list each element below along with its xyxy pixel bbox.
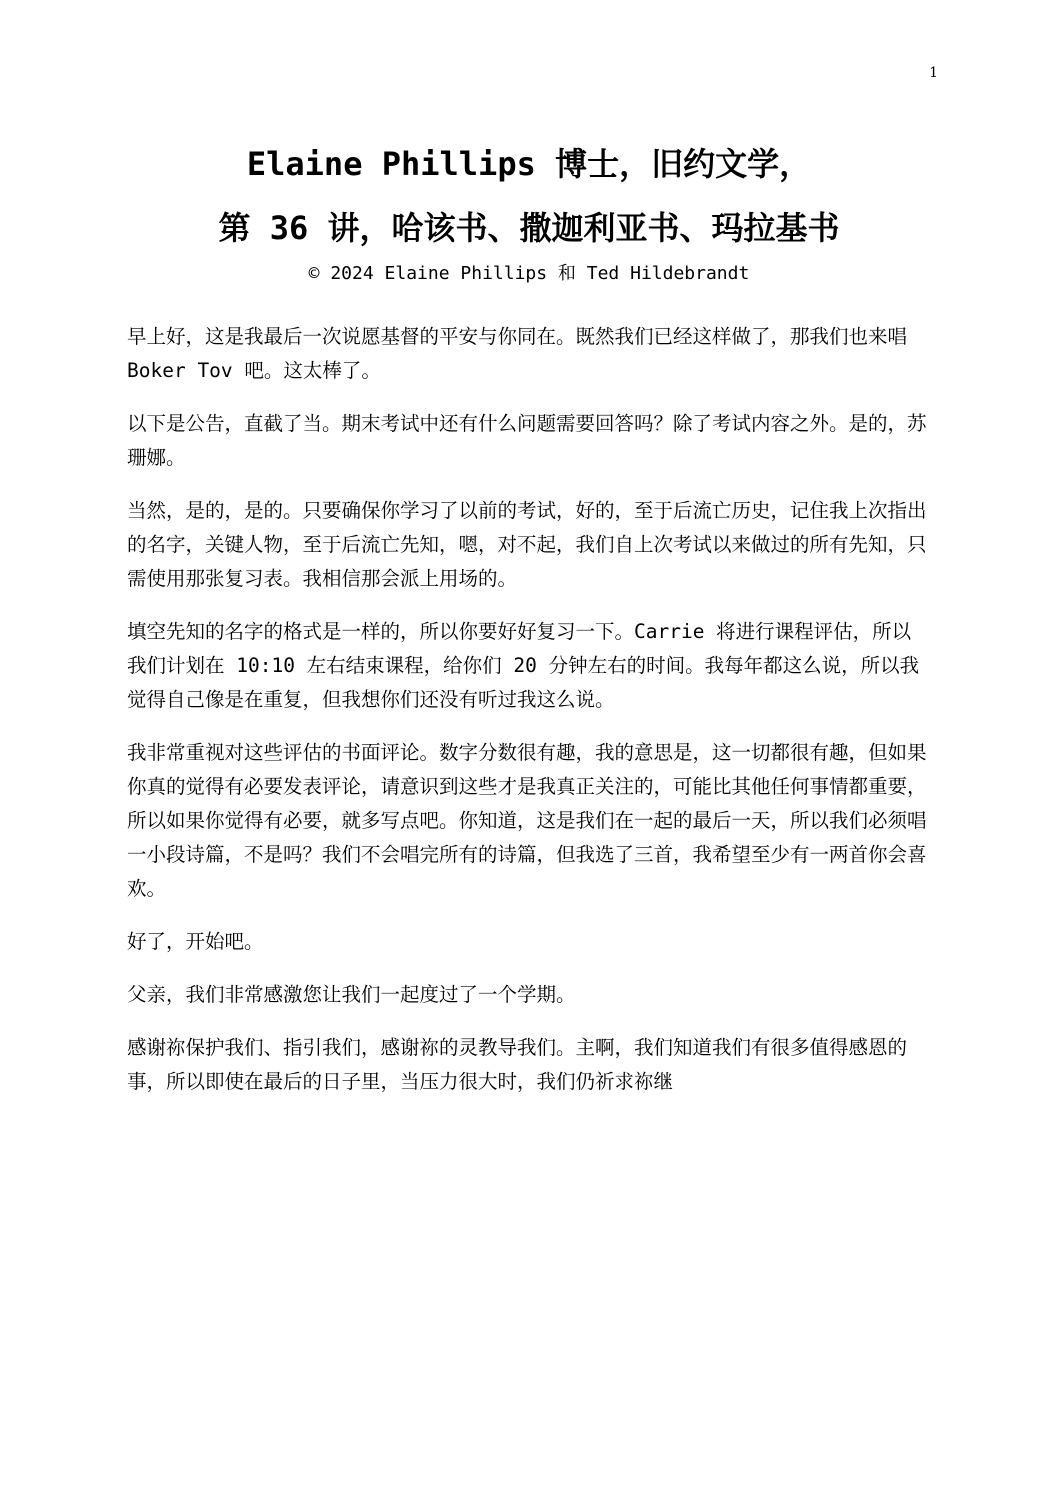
document-body xyxy=(127,320,927,1118)
copyright-notice: © 2024 Elaine Phillips 和 Ted Hildebrandt xyxy=(308,263,750,284)
paragraph-7: 父亲，我们非常感激您让我们一起度过了一个学期。 xyxy=(127,983,576,1006)
paragraph-6: 好了，开始吧。 xyxy=(127,930,264,953)
page-number: 1 xyxy=(929,65,938,81)
paragraph-1: 早上好，这是我最后一次说愿基督的平安与你同在。既然我们已经这样做了，那我们也来唱 Boker Tov 吧。这太棒了。 xyxy=(127,325,908,382)
paragraph-4: 填空先知的名字的格式是一样的，所以你要好好复习一下。Carrie 将进行课程评估，所以我们计划在 10:10 左右结束课程，给你们 20 分钟左右的时间。我每年都这么说，所以我觉得自己像是在重复，但我想你们还没有听过我这么说。 xyxy=(127,620,920,711)
paragraph-8: 感谢祢保护我们、指引我们，感谢祢的灵教导我们。主啊，我们知道我们有很多值得感恩的事，所以即使在最后的日子里，当压力很大时，我们仍祈求祢继 xyxy=(127,1036,908,1093)
paragraph-2: 以下是公告，直截了当。期末考试中还有什么问题需要回答吗？除了考试内容之外。是的，苏珊娜。 xyxy=(127,412,927,469)
document-title-line-2: 第 36 讲，哈该书、撒迦利亚书、玛拉基书 xyxy=(218,209,840,247)
paragraph-3: 当然，是的，是的。只要确保你学习了以前的考试，好的，至于后流亡历史，记住我上次指出的名字，关键人物，至于后流亡先知，嗯，对不起，我们自上次考试以来做过的所有先知，只需使用那张复习表。我相信那会派上用场的。 xyxy=(127,499,927,590)
document-title-line-1: Elaine Phillips 博士，旧约文学， xyxy=(246,145,812,183)
paragraph-5: 我非常重视对这些评估的书面评论。数字分数很有趣，我的意思是，这一切都很有趣，但如果你真的觉得有必要发表评论，请意识到这些才是我真正关注的，可能比其他任何事情都重要，所以如果你觉得有必要，就多写点吧。你知道，这是我们在一起的最后一天，所以我们必须唱一小段诗篇，不是吗？我们不会唱完所有的诗篇，但我选了三首，我希望至少有一两首你会喜欢。 xyxy=(127,741,927,900)
